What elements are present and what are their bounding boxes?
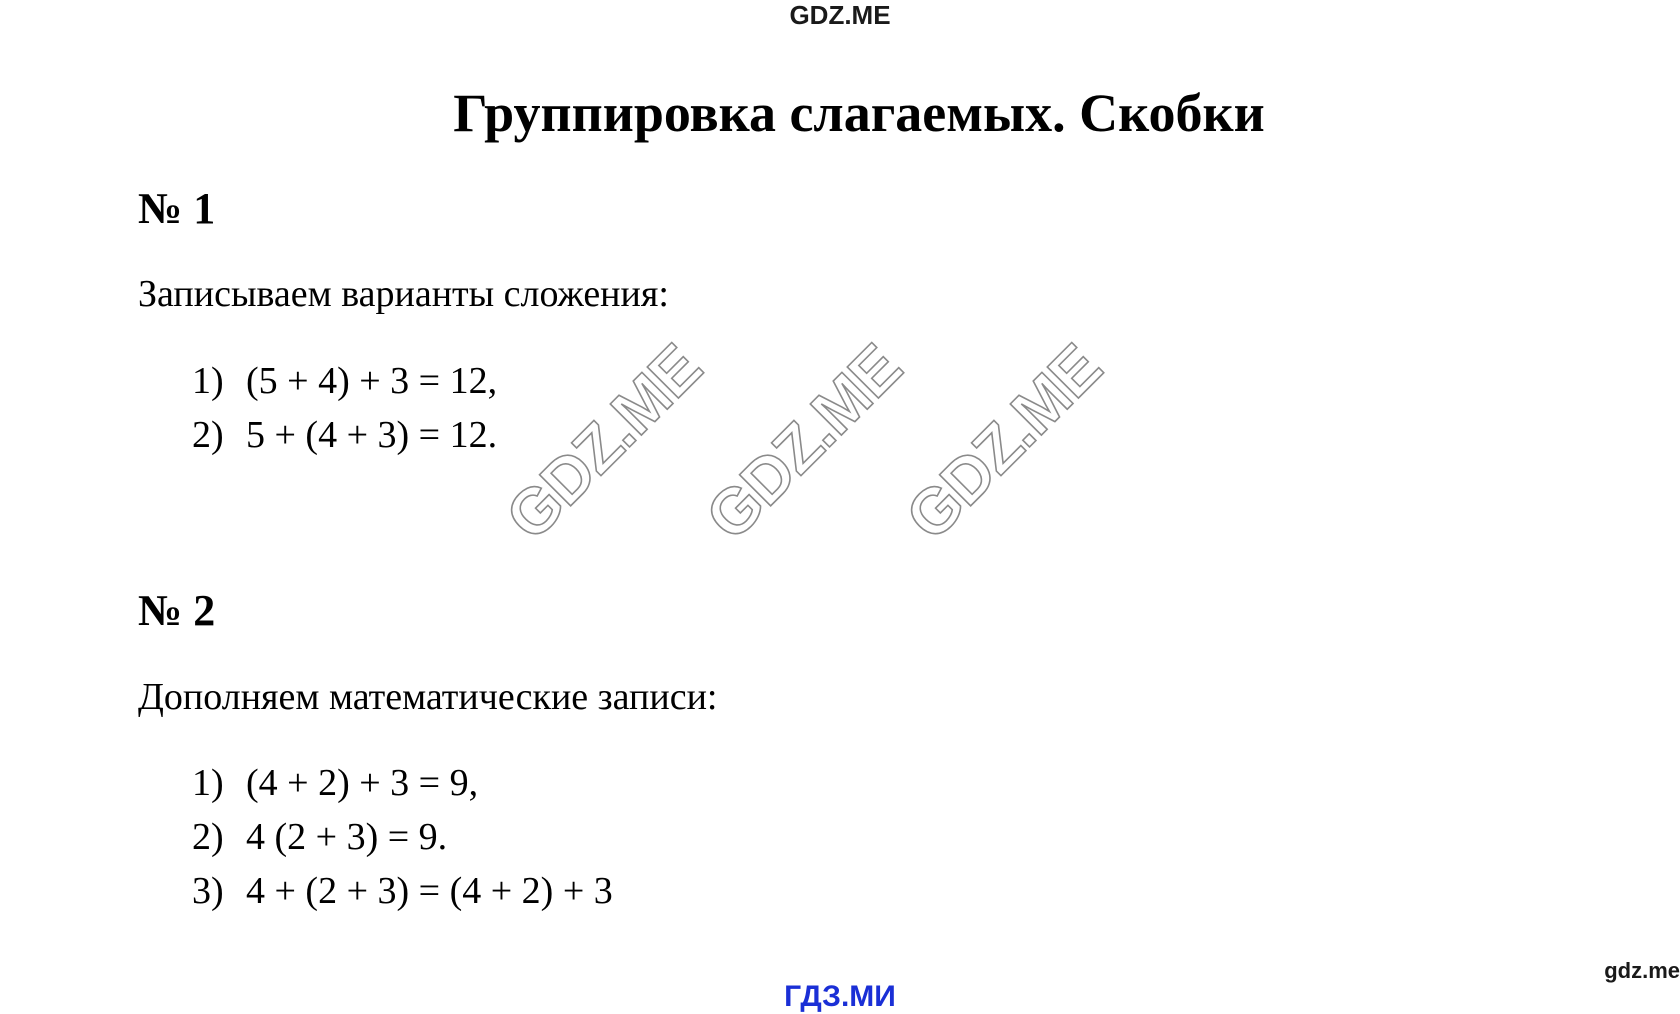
task-2-list bbox=[192, 756, 613, 918]
task-1-intro: Записываем варианты сложения: bbox=[138, 273, 669, 315]
task-2-intro: Дополняем математические записи: bbox=[138, 676, 718, 718]
item-number: 3) bbox=[192, 870, 224, 912]
task-1-number: № 1 bbox=[138, 184, 216, 233]
item-expression: 4 (2 + 3) = 9. bbox=[246, 816, 448, 858]
item-number: 2) bbox=[192, 816, 224, 858]
item-expression: 4 + (2 + 3) = (4 + 2) + 3 bbox=[246, 870, 613, 912]
item-number: 1) bbox=[192, 360, 224, 402]
item-expression: (4 + 2) + 3 = 9, bbox=[246, 762, 479, 804]
task-2-number: № 2 bbox=[138, 586, 216, 635]
item-expression: (5 + 4) + 3 = 12, bbox=[246, 360, 498, 402]
list-item bbox=[192, 354, 497, 408]
task-1-list bbox=[192, 354, 497, 462]
item-number: 1) bbox=[192, 762, 224, 804]
page-title: Группировка слагаемых. Скобки bbox=[453, 83, 1265, 143]
item-expression: 5 + (4 + 3) = 12. bbox=[246, 414, 498, 456]
watermark: GDZ.ME bbox=[492, 330, 715, 554]
list-item bbox=[192, 756, 613, 810]
list-item bbox=[192, 810, 613, 864]
bottom-brand-link[interactable]: ГДЗ.МИ bbox=[784, 980, 896, 1013]
corner-brand: gdz.me bbox=[1604, 958, 1680, 983]
list-item bbox=[192, 864, 613, 918]
list-item bbox=[192, 408, 497, 462]
header-brand: GDZ.ME bbox=[789, 0, 891, 30]
watermark: GDZ.ME bbox=[892, 330, 1115, 554]
item-number: 2) bbox=[192, 414, 224, 456]
watermark: GDZ.ME bbox=[692, 330, 915, 554]
